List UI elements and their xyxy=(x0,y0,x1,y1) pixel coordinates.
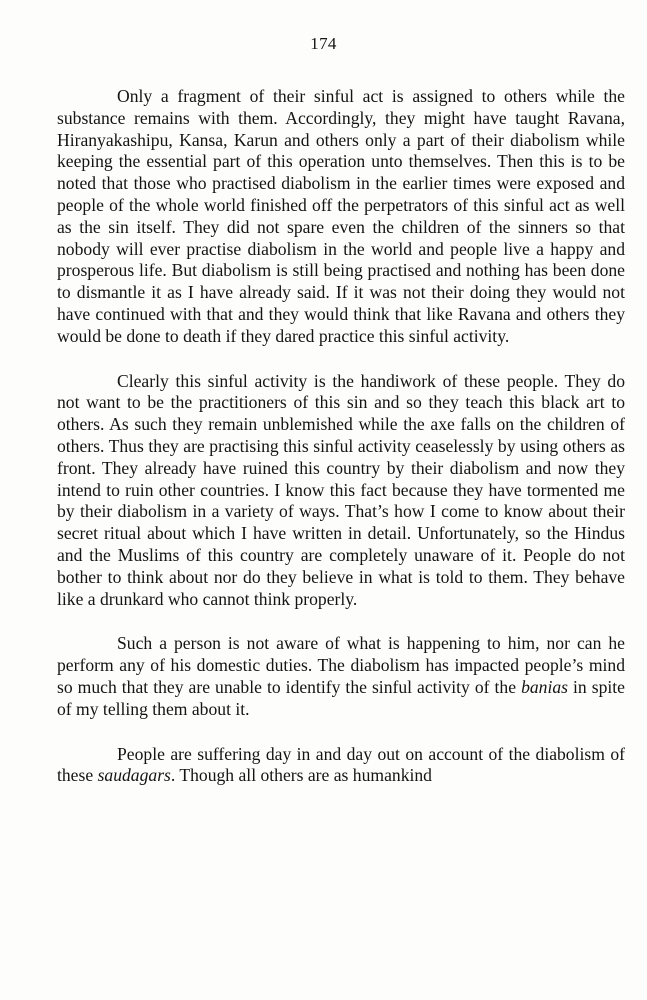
paragraph-3-text-a: Such a person is not aware of what is happening to him, nor can he perform any of his domestic duties. The diabolism has impacted people’s mind so much that they are unable to identify the sinful activity of the xyxy=(57,633,625,697)
page-number: 174 xyxy=(310,34,337,53)
paragraph-1-text: Only a fragment of their sinful act is assigned to others while the substance remains with them. Accordingly, they might have taught Ravana, Hiranyakashipu, Kansa, Karun and others only a part of their diabolism while keeping the essential part of this operation unto themselves. Then this is to be noted that those who practised diabolism in the earlier times were exposed and people of the whole world finished off the perpetrators of this sinful act as well as the sin itself. They did not spare even the children of the sinners so that nobody will ever practise diabolism in the world and people live a happy and prosperous life. But diabolism is still being practised and nothing has been done to dismantle it as I have already said. If it was not their doing they would not have continued with that and they would think that like Ravana and others they would be done to death if they dared practice this sinful activity. xyxy=(57,86,625,346)
paragraph-3-text-b: in spite of my telling them about it. xyxy=(57,676,625,719)
paragraph-4 xyxy=(57,744,625,788)
paragraph-2 xyxy=(57,371,625,611)
paragraph-2-text: Clearly this sinful activity is the handiwork of these people. They do not want to be the practitioners of this sin and so they teach this black art to others. As such they remain unblemished while the axe falls on the children of others. Thus they are practising this sinful activity ceaselessly by using others as front. They already have ruined this country by their diabolism and now they intend to ruin other countries. I know this fact because they have tormented me by their diabolism in a variety of ways. That’s how I come to know about their secret ritual about which I have written in detail. Unfortunately, so the Hindus and the Muslims of this country are completely unaware of it. People do not bother to think about nor do they believe in what is told to them. They behave like a drunkard who cannot think properly. xyxy=(57,370,625,609)
paragraph-1 xyxy=(57,86,625,348)
paragraph-4-text-b: . Though all others are as humankind xyxy=(170,765,432,786)
body-text xyxy=(57,86,625,787)
paragraph-4-italic-term: saudagars xyxy=(97,765,171,786)
paragraph-3-italic-term: banias xyxy=(521,676,569,697)
paragraph-3 xyxy=(57,633,625,720)
paragraph-4-text-a: People are suffering day in and day out on account of the diabolism of these xyxy=(57,743,625,786)
